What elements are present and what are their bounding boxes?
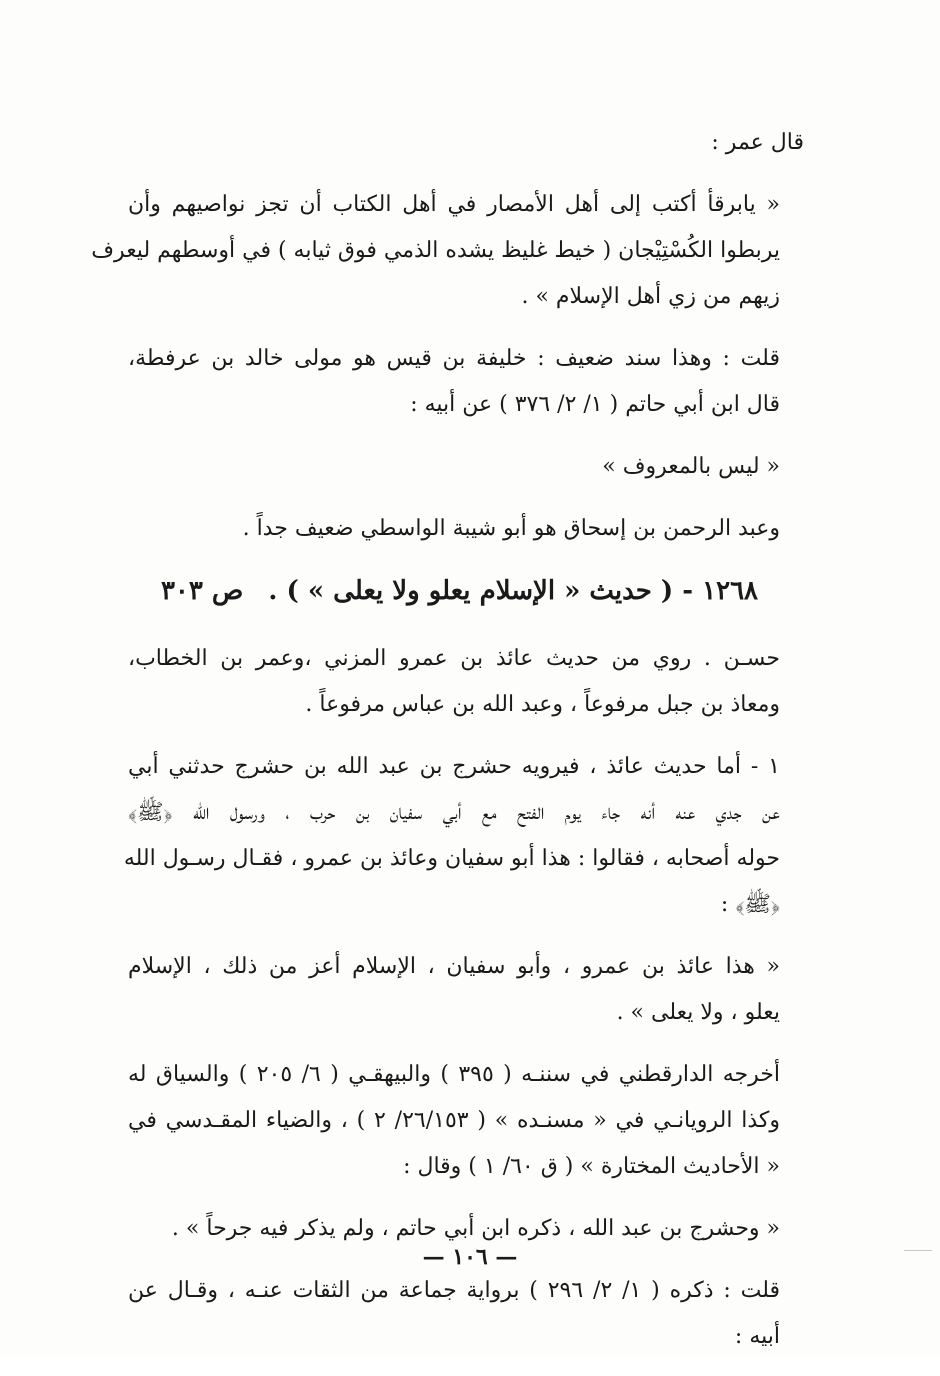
text-line: ﴿ﷺ﴾ : bbox=[720, 892, 780, 917]
text-line: عن جدي عنه أنه جاء يوم الفتح مع أبي سفيان بن حرب ، ورسول الله ﴿ﷺ﴾ bbox=[128, 800, 780, 825]
paragraph-p1 bbox=[128, 120, 804, 166]
text-line: قال عمر : bbox=[711, 130, 804, 155]
hadith-heading-title: ١٢٦٨ - ( حديث « الإسلام يعلو ولا يعلى » ) . bbox=[268, 576, 758, 606]
paragraph-p7 bbox=[123, 744, 804, 928]
hadith-heading bbox=[128, 568, 804, 614]
paragraph-p8 bbox=[128, 944, 804, 1036]
text-line: ومعاذ بن جبل مرفوعاً ، وعبد الله بن عباس مرفوعاً . bbox=[305, 692, 780, 717]
text-line: يعلو ، ولا يعلى » . bbox=[616, 1000, 780, 1025]
page-number: — ١٠٦ — bbox=[422, 1244, 518, 1270]
text-line: « هذا عائذ بن عمرو ، وأبو سفيان ، الإسلام أعز من ذلك ، الإسلام bbox=[128, 954, 780, 979]
paragraph-p4 bbox=[128, 444, 804, 490]
paragraph-p9 bbox=[128, 1052, 804, 1190]
text-line: ١ - أما حديث عائذ ، فيرويه حشرج بن عبد الله بن حشرج حدثني أبي bbox=[128, 754, 780, 779]
paragraph-p5 bbox=[128, 506, 804, 552]
page-body bbox=[91, 120, 804, 1376]
text-line: حسـن . روي من حديث عائذ بن عمرو المزني ،وعمر بن الخطاب، bbox=[128, 646, 780, 671]
text-line: « وحشرج بن عبد الله ، ذكره ابن أبي حاتم ، ولم يذكر فيه جرحاً » . bbox=[171, 1216, 780, 1241]
hadith-heading-page-ref: ص ٣٠٣ bbox=[160, 576, 244, 606]
margin-mark bbox=[904, 1250, 932, 1251]
text-line: قلت : ذكره ( ١/ ٢/ ٢٩٦ ) برواية جماعة من الثقات عنـه ، وقـال عن bbox=[128, 1278, 781, 1303]
text-line: أخرجه الدارقطني في سننـه ( ٣٩٥ ) والبيهقـي ( ٦/ ٢٠٥ ) والسياق له bbox=[128, 1062, 780, 1087]
text-line: وكذا الرويانـي في « مسنـده » ( ٢٦/١٥٣/ ٢ ) ، والضياء المقـدسي في bbox=[128, 1108, 780, 1133]
text-line: « ليس بالمعروف » bbox=[602, 454, 780, 479]
text-line: حوله أصحابه ، فقالوا : هذا أبو سفيان وعائذ بن عمرو ، فقـال رسـول الله bbox=[123, 846, 780, 871]
paragraph-p6 bbox=[128, 636, 804, 728]
text-line: أبيه : bbox=[734, 1324, 780, 1349]
text-line: « الأحاديث المختارة » ( ق ٦٠/ ١ ) وقال : bbox=[403, 1154, 780, 1179]
text-line: زيهم من زي أهل الإسلام » . bbox=[521, 284, 780, 309]
paragraph-p2 bbox=[91, 182, 804, 320]
text-line: قال ابن أبي حاتم ( ١/ ٢/ ٣٧٦ ) عن أبيه : bbox=[410, 392, 780, 417]
text-line: « يابرقأ أكتب إلى أهل الأمصار في أهل الكتاب أن تجز نواصيهم وأن bbox=[128, 192, 780, 217]
paragraph-p11 bbox=[128, 1268, 804, 1360]
paragraph-p3 bbox=[128, 336, 804, 428]
text-line: قلت : وهذا سند ضعيف : خليفة بن قيس هو مولى خالد بن عرفطة، bbox=[128, 346, 780, 371]
text-line: يربطوا الكُسْتِيْجان ( خيط غليظ يشده الذمي فوق ثيابه ) في أوسطهم ليعرف bbox=[91, 238, 780, 263]
text-line: وعبد الرحمن بن إسحاق هو أبو شيبة الواسطي ضعيف جداً . bbox=[242, 516, 780, 541]
